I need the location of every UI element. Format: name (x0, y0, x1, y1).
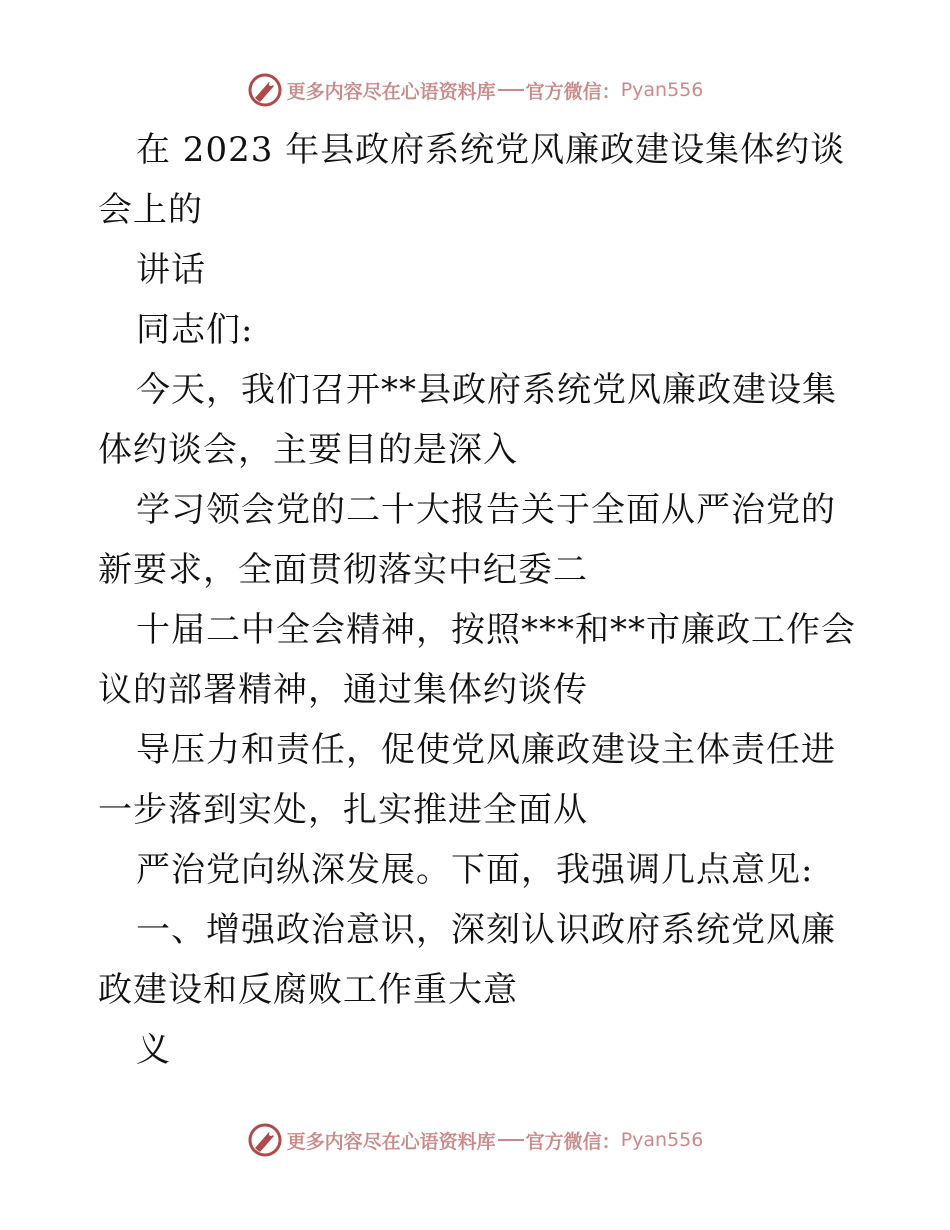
watermark-wechat-id: Pyan556 (620, 79, 704, 101)
body-paragraph: 今天，我们召开**县政府系统党风廉政建设集体约谈会，主要目的是深入 (98, 370, 837, 470)
fountain-pen-logo-icon (247, 72, 283, 108)
section-heading: 一、增强政治意识，深刻认识政府系统党风廉政建设和反腐败工作重大意 (98, 910, 836, 1010)
fountain-pen-logo-icon (247, 1122, 283, 1158)
body-paragraph: 学习领会党的二十大报告关于全面从严治党的新要求，全面贯彻落实中纪委二 (98, 490, 836, 590)
watermark-official: 官方微信： (525, 1130, 621, 1153)
footer-watermark (0, 1118, 950, 1162)
watermark-wechat-id: Pyan556 (620, 1129, 704, 1151)
watermark-dash (498, 1139, 524, 1141)
header-watermark (0, 68, 950, 112)
document-title-continuation: 讲话 (136, 250, 206, 290)
document-title-line: 在 2023 年县政府系统党风廉政建设集体约谈会上的 (98, 130, 846, 230)
body-paragraph: 十届二中全会精神，按照***和**市廉政工作会议的部署精神，通过集体约谈传 (98, 610, 856, 710)
section-heading-continuation: 义 (136, 1030, 171, 1070)
body-paragraph: 严治党向纵深发展。下面，我强调几点意见: (136, 850, 814, 890)
watermark-dash (498, 89, 524, 91)
watermark-official: 官方微信： (525, 80, 621, 103)
salutation: 同志们: (136, 310, 254, 350)
watermark-brand: 更多内容尽在心语资料库 (286, 1130, 496, 1153)
body-paragraph: 导压力和责任，促使党风廉政建设主体责任进一步落到实处，扎实推进全面从 (98, 730, 836, 830)
document-body (98, 120, 858, 1080)
watermark-brand: 更多内容尽在心语资料库 (286, 80, 496, 103)
